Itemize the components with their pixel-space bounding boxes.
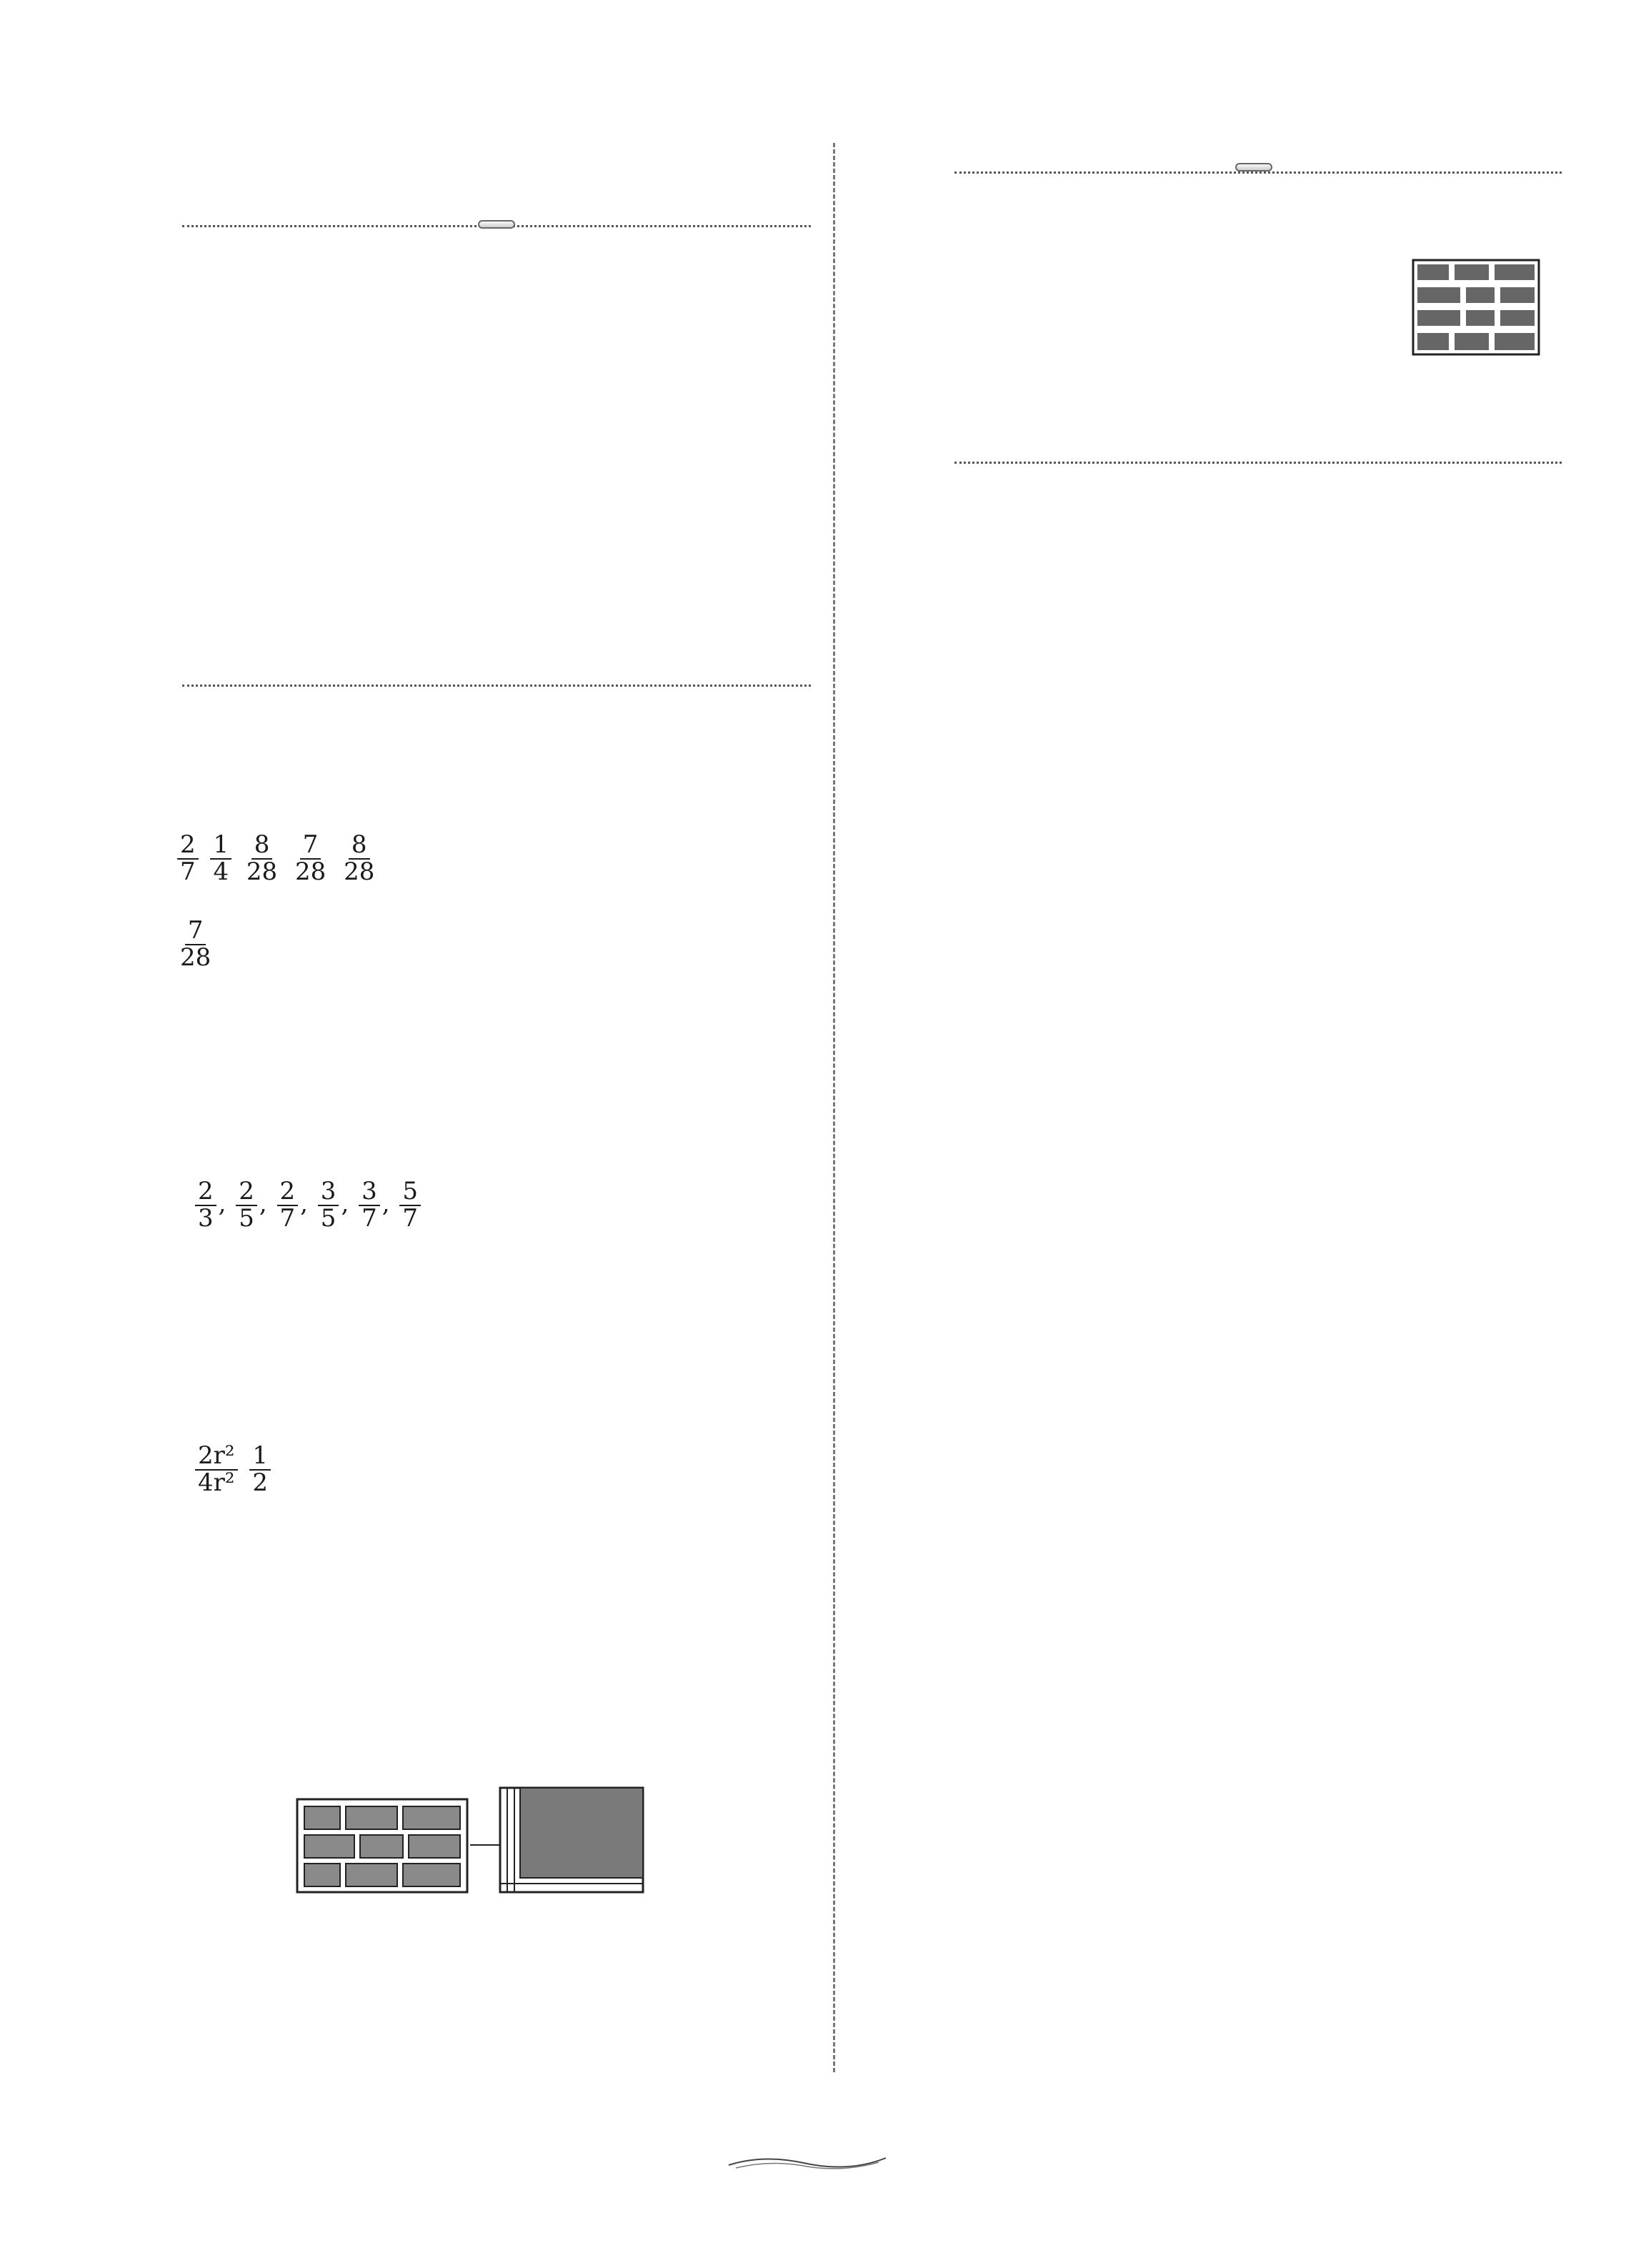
banner-label	[478, 220, 515, 229]
fraction: $\frac{3}{5}$	[318, 1179, 339, 1231]
lawn-transformation-figure	[286, 1765, 714, 1908]
banner-extension-right	[1122, 147, 1386, 187]
banner-extension-left	[364, 204, 629, 244]
fraction: $\frac{8}{28}$	[344, 830, 375, 886]
fraction: $\frac{7}{28}$	[180, 916, 211, 972]
ext-bottom-line	[182, 685, 811, 687]
fill-bottom-line	[954, 462, 1562, 464]
answer-q6-line2	[175, 832, 379, 885]
fraction: $\frac{2}{7}$	[177, 832, 199, 885]
page-ornament	[722, 2151, 893, 2172]
answer-q12-line4	[193, 1443, 273, 1496]
fraction: $\frac{8}{28}$	[246, 830, 278, 886]
column-divider	[833, 143, 835, 2072]
fraction: $\frac{1}{4}$	[210, 832, 231, 885]
fraction: $\frac{\text{2r²}}{\text{4r²}}$	[195, 1443, 238, 1496]
fraction: $\frac{2}{5}$	[236, 1179, 257, 1231]
fraction: $\frac{2}{7}$	[277, 1179, 299, 1231]
fraction: $\frac{2}{3}$	[195, 1179, 216, 1231]
answer-q11-line3: $\frac{2}{3}$ , $\frac{2}{5}$ , $\frac{2}{7}$ , $\frac{3}{5}$ , $\frac{3}{7}$ , $\frac{5}{7}$	[193, 1179, 423, 1231]
answer-q6-line3	[175, 918, 216, 970]
fraction: $\frac{1}{2}$	[249, 1443, 271, 1496]
fraction: $\frac{5}{7}$	[399, 1179, 421, 1231]
fraction: $\frac{7}{28}$	[294, 830, 326, 886]
lawn-grid-figure	[1412, 259, 1540, 356]
banner-label	[1235, 163, 1272, 171]
fraction: $\frac{3}{7}$	[359, 1179, 380, 1231]
